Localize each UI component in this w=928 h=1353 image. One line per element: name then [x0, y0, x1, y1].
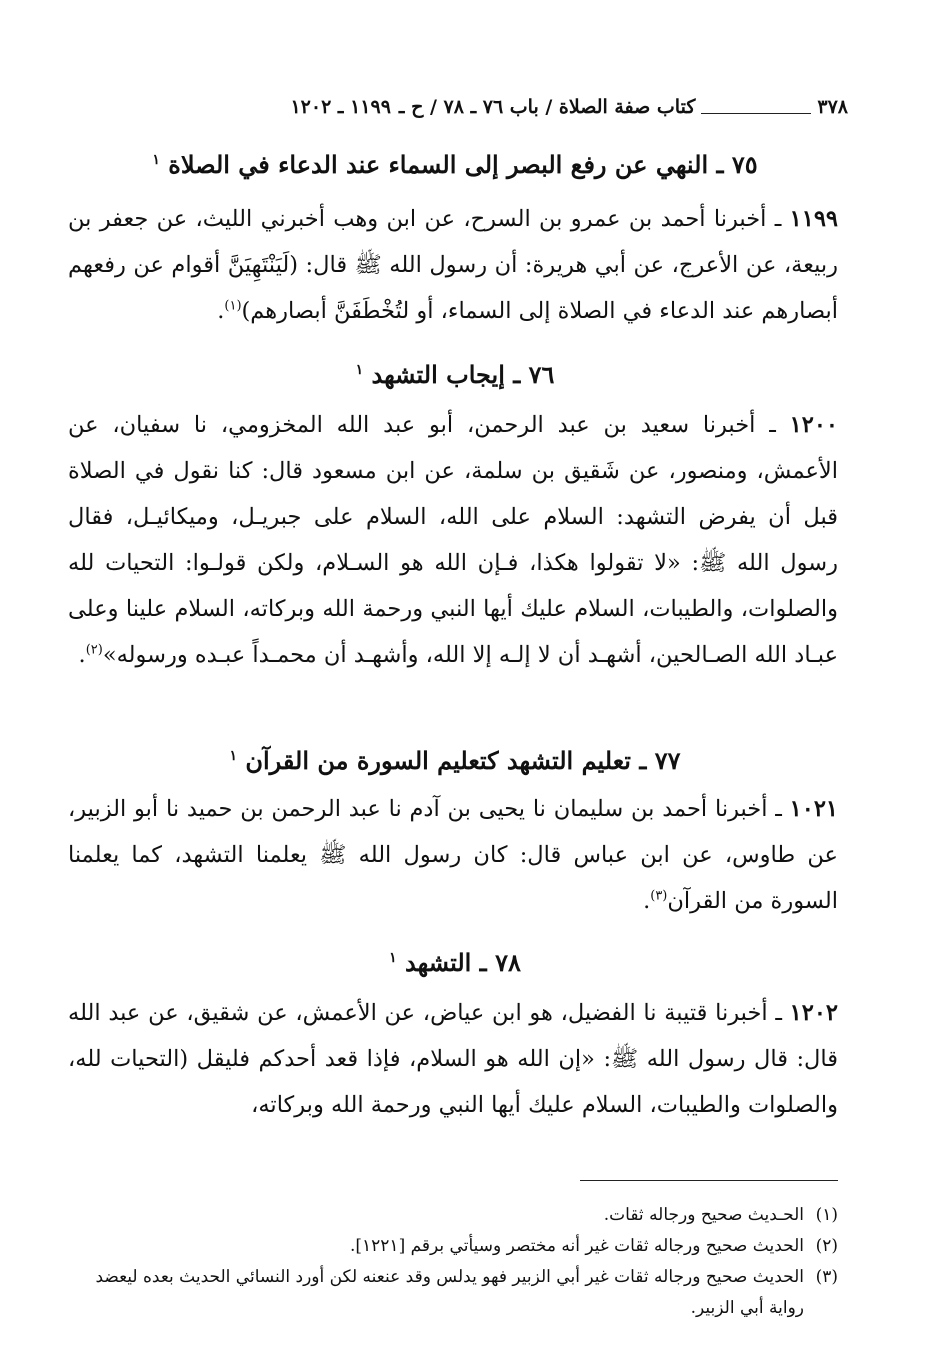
chapter-heading-text: ٧٧ ـ تعليم التشهد كتعليم السورة من القرآن — [245, 746, 681, 775]
heading-mark: ١ — [229, 748, 237, 764]
footnote-number: (٣) — [815, 1267, 838, 1287]
heading-mark: ١ — [355, 362, 364, 378]
footnote-ref: (٣) — [650, 888, 668, 904]
footnote-1 — [68, 1200, 838, 1231]
footnote-text: الحديث صحيح ورجاله ثقات غير أبي الزبير فهو يدلس وقد عنعنه لكن أورد النسائي الحديث بعده ليعضد رواية أبي الزبير. — [95, 1267, 804, 1318]
footnote-ref: (٢) — [85, 642, 103, 658]
page-number: ٣٧٨ — [817, 96, 848, 118]
hadith-text: ـ أخبرنا قتيبة نا الفضيل، هو ابن عياض، عن الأعمش، عن شقيق، عن عبد الله قال: قال رسول الله ﷺ: «إن الله هو السلام، فإذا قعد أحدكم فليقل (التحيات لله، والصلوات والطيبات، السلام عليك أيها النبي ورحمة الله وبركاته، — [68, 1000, 838, 1118]
footnote-number: (١) — [815, 1205, 838, 1225]
chapter-heading-78 — [60, 940, 850, 981]
footnote-text: الحـديث صحيح ورجاله ثقات. — [603, 1205, 804, 1225]
footnotes — [68, 1200, 838, 1324]
footnote-ref: (١) — [224, 298, 242, 314]
heading-mark: ١ — [389, 950, 397, 966]
hadith-1199 — [68, 196, 838, 334]
chapter-heading-text: ٧٨ ـ التشهد — [405, 948, 521, 977]
hadith-number: ١١٩٩ — [789, 206, 838, 232]
footnote-3 — [68, 1262, 838, 1324]
running-header — [62, 90, 848, 124]
hadith-number: ١٢٠٠ — [789, 412, 838, 438]
hadith-number: ١٠٢١ — [789, 796, 839, 822]
heading-mark: ١ — [152, 152, 160, 168]
hadith-number: ١٢٠٢ — [789, 1000, 838, 1026]
footnote-number: (٢) — [815, 1236, 838, 1256]
hadith-text: ـ أخبرنا سعيد بن عبد الرحمن، أبو عبد الله المخزومي، نا سفيان، عن الأعمش، ومنصور، عن شَقيق بن سلمة، عن ابن مسعود قال: كنا نقول في الصلاة قبل أن يفرض التشهد: السلام على الله، السلام على جبريـل، وميكائيـل، فقال رسول الله ﷺ: «لا تقولوا هكذا، فـإن الله هو السـلام، ولكن قولـوا: التحيات لله والصلوات، والطيبات، السلام عليك أيها النبي ورحمة الله وبركاته، السلام علينا وعلى عبـاد الله الصـالحين، أشهـد أن لا إلـه إلا الله، وأشهـد أن محمـداً عبـده ورسوله» — [68, 412, 838, 668]
chapter-heading-text: ٧٥ ـ النهي عن رفع البصر إلى السماء عند الدعاء في الصلاة — [168, 150, 758, 179]
chapter-heading-77 — [60, 738, 850, 779]
footnote-text: الحديث صحيح ورجاله ثقات غير أنه مختصر وسيأتي برقم [١٢٢١]. — [349, 1236, 804, 1256]
header-rule — [701, 101, 811, 114]
hadith-text: ـ أخبرنا أحمد بن سليمان نا يحيى بن آدم نا عبد الرحمن بن حميد نا أبو الزبير، عن طاوس، عن ابن عباس قال: كان رسول الله ﷺ يعلمنا التشهد، كما يعلمنا السورة من القرآن — [68, 796, 838, 914]
hadith-ending: . — [643, 888, 651, 914]
hadith-text: ـ أخبرنا أحمد بن عمرو بن السرح، عن ابن وهب أخبرني الليث، عن جعفر بن ربيعة، عن الأعرج، عن أبي هريرة: أن رسول الله ﷺ قال: (لَيَنْتَهِيَنَّ أقوام عن رفعهم أبصارهم عند الدعاء في الصلاة إلى السماء، أو لتُخْطَفَنَّ أبصارهم) — [68, 206, 838, 324]
hadith-1202 — [68, 990, 838, 1128]
book-title: كتاب صفة الصلاة / باب ٧٦ ـ ٧٨ / ح ـ — [398, 96, 696, 118]
hadith-ending: . — [78, 642, 86, 668]
chapter-heading-text: ٧٦ ـ إيجاب التشهد — [371, 360, 555, 389]
chapter-heading-76 — [60, 352, 850, 393]
chapter-heading-75 — [60, 142, 850, 183]
hadith-ending: . — [217, 298, 225, 324]
footnote-separator — [580, 1180, 838, 1181]
hadith-1021 — [68, 786, 838, 924]
footnote-2 — [68, 1231, 838, 1262]
hadith-1200 — [68, 402, 838, 678]
hadith-range: ١١٩٩ ـ ١٢٠٢ — [290, 96, 391, 118]
